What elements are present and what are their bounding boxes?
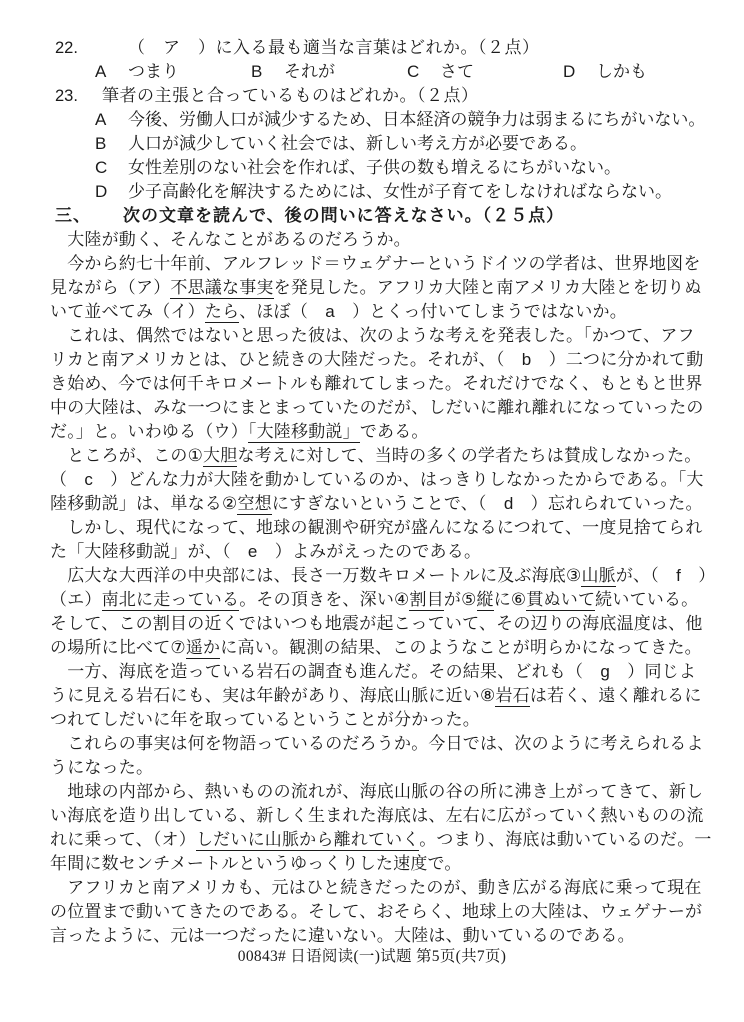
passage-line — [50, 324, 704, 348]
passage-line — [50, 444, 704, 468]
underlined-phrase: 南北に走っている — [101, 590, 240, 609]
passage-line — [50, 708, 704, 732]
option-label: 今後、労働人口が減少するため、日本経済の競争力は弱まるにちがいない。 — [128, 110, 706, 129]
passage-segment: そして、この割目の近くではいつも地震が起こっていて、その辺りの海底温度は、他 — [50, 614, 703, 633]
passage-segment: 広大な大西洋の中央部には、長さ一万数キロメートルに及ぶ海底③ — [50, 566, 582, 585]
passage-segment: 地球の内部から、熱いものの流れが、海底山脈の谷の所に沸き上がってきて、新し — [50, 782, 704, 801]
passage-line — [50, 492, 704, 516]
passage-line — [50, 348, 704, 372]
passage-segment: だ。」と。いわゆる（ウ） — [50, 422, 248, 441]
passage-line — [50, 468, 704, 492]
passage-segment: これらの事実は何を物語っているのだろうか。今日では、次のように考えられるよ — [50, 734, 704, 753]
option-B — [251, 60, 407, 84]
passage — [50, 228, 716, 948]
section-heading — [50, 204, 704, 228]
passage-segment: い海底を造り出している、新しく生まれた海底は、左右に広がっていく熱いものの流 — [50, 806, 704, 825]
underlined-phrase: 岩石 — [495, 686, 530, 705]
passage-segment: が、（ f ） — [615, 566, 716, 585]
option-letter: C — [407, 62, 420, 81]
passage-segment: が⑤ — [443, 590, 477, 609]
passage-segment: アフリカと南アメリカも、元はひと続きだったのが、動き広がる海底に乗って現在 — [50, 878, 702, 897]
question-23 — [50, 84, 704, 108]
passage-segment: に⑥ — [493, 590, 527, 609]
passage-line — [50, 396, 704, 420]
passage-segment: に高い。観測の結果、このようなことが明らかになってきた。 — [220, 638, 702, 657]
option-letter: A — [95, 110, 107, 129]
option-C — [407, 60, 563, 84]
passage-segment: 年間に数センチメートルというゆっくりした速度で。 — [50, 854, 462, 873]
passage-segment: を発見した。アフリカ大陸と南アメリカ大陸とを切りぬ — [273, 278, 702, 297]
passage-segment: な考えに対して、当時の多くの学者たちは賛成しなかった。 — [237, 446, 702, 465]
question-22-number: 22. — [55, 39, 78, 57]
passage-line — [50, 900, 704, 924]
page-footer: 00843# 日语阅读(一)试题 第5页(共7页) — [237, 948, 507, 965]
option-label: しかも — [596, 62, 647, 81]
question-22-options — [95, 60, 704, 84]
option-letter: D — [95, 182, 108, 201]
option-A — [95, 108, 704, 132]
underlined-phrase: 空想 — [237, 494, 272, 513]
passage-segment: いて並べてみ（イ） — [50, 302, 205, 321]
passage-segment: これは、偶然ではないと思った彼は、次のような考えを発表した。「かつて、アフ — [50, 326, 695, 345]
section-number: 三、 — [55, 206, 91, 225]
option-label: 女性差別のない社会を作れば、子供の数も増えるにちがいない。 — [128, 158, 621, 177]
passage-segment: 今から約七十年前、アルフレッド＝ウェゲナーというドイツの学者は、世界地図を — [50, 254, 701, 273]
passage-line — [50, 804, 704, 828]
option-letter: B — [95, 134, 107, 153]
underlined-phrase: しだいに山脈から離れていく — [195, 830, 420, 849]
underlined-phrase: 割目 — [409, 590, 444, 609]
option-label: 人口が減少していく社会では、新しい考え方が必要である。 — [128, 134, 587, 153]
question-22-text: （ ア ）に入る最も適当な言葉はどれか。（２点） — [128, 38, 540, 57]
passage-segment: 続いている。 — [595, 590, 699, 609]
passage-segment: の位置まで動いてきたのである。そして、おそらく、地球上の大陸は、ウェゲナーが — [50, 902, 703, 921]
passage-line — [50, 852, 704, 876]
underlined-phrase: たら — [204, 302, 240, 321]
passage-segment: うに見える岩石にも、実は年齢があり、海底山脈に近い⑧ — [50, 686, 496, 705]
passage-line — [50, 828, 712, 852]
option-label: それが — [284, 62, 335, 81]
option-D — [563, 60, 647, 84]
passage-line — [50, 372, 704, 396]
underlined-phrase: 山脈 — [581, 566, 616, 585]
passage-segment: うになった。 — [50, 758, 154, 777]
option-letter: C — [95, 158, 108, 177]
passage-segment: 一方、海底を造っている岩石の調査も進んだ。その結果、どれも（ g ）同じよ — [50, 662, 697, 681]
option-B — [95, 132, 704, 156]
underlined-phrase: 「大陸移動説」 — [247, 422, 360, 441]
passage-line — [50, 588, 704, 612]
passage-segment: 大陸が動く、そんなことがあるのだろうか。 — [50, 230, 411, 249]
passage-segment: 中の大陸は、みな一つにまとまっていたのだが、しだいに離れ離れになっていったの — [50, 398, 704, 417]
passage-line — [50, 540, 704, 564]
passage-segment: 陸移動説」は、単なる② — [50, 494, 238, 513]
passage-line — [50, 684, 704, 708]
question-23-number: 23. — [55, 87, 78, 105]
passage-segment: 言ったように、元は一つだったに違いない。大陸は、動いているのである。 — [50, 926, 635, 945]
passage-line — [50, 612, 704, 636]
option-label: さて — [440, 62, 474, 81]
option-letter: D — [563, 62, 576, 81]
underlined-phrase: 遥か — [185, 638, 221, 657]
passage-line — [50, 516, 704, 540]
passage-segment: 、ほぼ（ a ）とくっ付いてしまうではないか。 — [239, 302, 627, 321]
underlined-phrase: 大胆 — [203, 446, 238, 465]
option-A — [95, 60, 251, 84]
passage-segment: 見ながら（ア） — [50, 278, 171, 297]
passage-line — [50, 780, 704, 804]
option-D — [95, 180, 704, 204]
option-label: つまり — [128, 62, 179, 81]
passage-segment: は若く、遠く離れるに — [529, 686, 702, 705]
option-letter: B — [251, 62, 263, 81]
underlined-phrase: 貫ぬいて — [526, 590, 596, 609]
passage-segment: き始め、今では何千キロメートルも離れてしまった。それだけでなく、もともと世界 — [50, 374, 703, 393]
passage-line — [50, 252, 704, 276]
passage-line — [50, 732, 704, 756]
option-label: 少子高齢化を解決するためには、女性が子育てをしなければならない。 — [128, 182, 672, 201]
passage-segment: リカと南アメリカとは、ひと続きの大陸だった。それが、（ b ）二つに分かれて動 — [50, 350, 704, 369]
passage-segment: である。 — [359, 422, 429, 441]
passage-line — [50, 300, 704, 324]
question-22 — [50, 36, 704, 60]
passage-segment: た「大陸移動説」が、（ e ）よみがえったのである。 — [50, 542, 482, 561]
passage-segment: れに乗って、（オ） — [50, 830, 196, 849]
passage-line — [50, 420, 704, 444]
option-letter: A — [95, 62, 107, 81]
passage-line — [50, 660, 704, 684]
passage-segment: （エ） — [50, 590, 102, 609]
passage-line — [50, 636, 704, 660]
underlined-phrase: 縦 — [476, 590, 494, 609]
passage-segment: ところが、この① — [50, 446, 204, 465]
underlined-phrase: 不思議な事実 — [170, 278, 274, 297]
question-23-options — [50, 108, 704, 204]
passage-segment: にすぎないということで、（ d ）忘れられていった。 — [271, 494, 703, 513]
passage-line — [50, 564, 716, 588]
question-23-text: 筆者の主張と合っているものはどれか。（２点） — [102, 86, 479, 105]
passage-line — [50, 228, 704, 252]
passage-segment: 。その頂きを、深い④ — [239, 590, 410, 609]
passage-line — [50, 876, 704, 900]
passage-segment: つれてしだいに年を取っているということが分かった。 — [50, 710, 480, 729]
passage-segment: の場所に比べて⑦ — [50, 638, 186, 657]
section-title: 次の文章を読んで、後の問いに答えなさい。（２５点） — [123, 206, 565, 225]
passage-line — [50, 756, 704, 780]
option-C — [95, 156, 704, 180]
passage-segment: 。つまり、海底は動いているのだ。一 — [419, 830, 712, 849]
passage-segment: しかし、現代になって、地球の観測や研究が盛んになるにつれて、一度見捨てられ — [50, 518, 703, 537]
passage-line — [50, 276, 704, 300]
passage-segment: （ c ）どんな力が大陸を動かしているのか、はっきりしなかったからである。「大 — [50, 470, 704, 489]
